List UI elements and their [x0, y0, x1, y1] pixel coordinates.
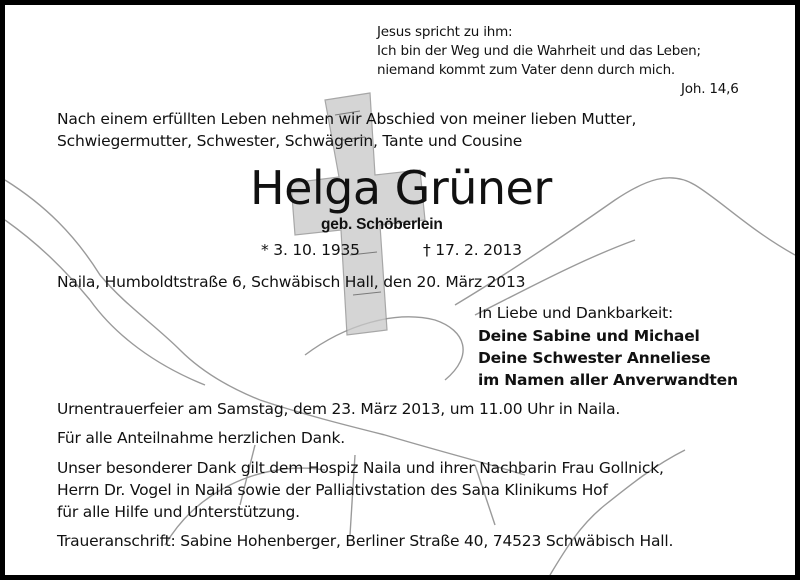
mourner-line-1: Deine Sabine und Michael [478, 327, 700, 345]
special-thanks-line-2: Herrn Dr. Vogel in Naila sowie der Palliativstation des Sana Klinikums Hof [57, 481, 608, 499]
verse-line-2: Ich bin der Weg und die Wahrheit und das Leben; [377, 43, 701, 59]
ceremony-notice: Urnentrauerfeier am Samstag, dem 23. März 2013, um 11.00 Uhr in Naila. [57, 400, 621, 418]
deceased-name: Helga Grüner [250, 161, 552, 215]
death-date: † 17. 2. 2013 [423, 241, 522, 259]
maiden-name: geb. Schöberlein [321, 216, 443, 233]
mourners-intro: In Liebe und Dankbarkeit: [478, 304, 674, 322]
mourning-address: Traueranschrift: Sabine Hohenberger, Berliner Straße 40, 74523 Schwäbisch Hall. [57, 532, 674, 550]
mourner-line-3: im Namen aller Anverwandten [478, 371, 738, 389]
verse-reference: Joh. 14,6 [681, 81, 739, 97]
intro-line-1: Nach einem erfüllten Leben nehmen wir Abschied von meiner lieben Mutter, [57, 110, 637, 128]
intro-line-2: Schwiegermutter, Schwester, Schwägerin, Tante und Cousine [57, 132, 523, 150]
mourner-line-2: Deine Schwester Anneliese [478, 349, 711, 367]
verse-line-3: niemand kommt zum Vater denn durch mich. [377, 62, 676, 78]
special-thanks-line-1: Unser besonderer Dank gilt dem Hospiz Naila und ihrer Nachbarin Frau Gollnick, [57, 459, 664, 477]
place-and-date: Naila, Humboldtstraße 6, Schwäbisch Hall, den 20. März 2013 [57, 273, 526, 291]
verse-line-1: Jesus spricht zu ihm: [377, 24, 513, 40]
special-thanks-line-3: für alle Hilfe und Unterstützung. [57, 503, 300, 521]
birth-date: * 3. 10. 1935 [261, 241, 360, 259]
thanks-line: Für alle Anteilnahme herzlichen Dank. [57, 429, 346, 447]
